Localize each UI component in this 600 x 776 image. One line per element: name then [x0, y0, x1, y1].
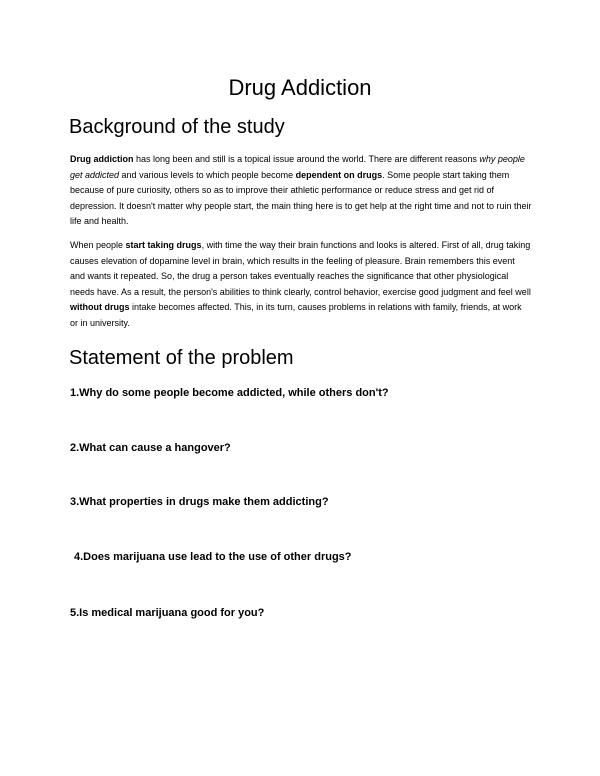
- background-paragraph-1: [70, 152, 532, 230]
- phrase-why-people-get-addicted: why people get addicted: [70, 154, 525, 180]
- term-without-drugs: without drugs: [70, 302, 130, 313]
- paragraph-text: has long been and still is a topical issue around the world. There are different reasons: [133, 154, 480, 164]
- background-paragraph-2: [70, 238, 532, 332]
- paragraph-text: and various levels to which people become: [119, 169, 296, 180]
- term-dependent-on-drugs: dependent on drugs: [295, 169, 383, 180]
- problem-question-2: 2.What can cause a hangover?: [70, 442, 231, 454]
- paragraph-text: When people: [70, 240, 126, 250]
- background-section-heading: Background of the study: [69, 116, 285, 138]
- paragraph-text: , with time the way their brain functions and looks is altered. First of all, drug taking causes elevation of dopamine level in brain, which results in the feeling of pleasure. Brain remembers this event and wants it repeated. So, the drug a person takes eventually reaches the significance that other physiological needs have. As a result, the person's abilities to think clearly, control behavior, exercise good judgment and feel well: [70, 240, 531, 297]
- paragraph-text: . Some people start taking them because of pure curiosity, others so as to improve their athletic performance or reduce stress and get rid of depression. It doesn't matter why people start, the main thing here is to get help at the right time and not to ruin their life and health.: [70, 169, 532, 227]
- problem-question-3: 3.What properties in drugs make them addicting?: [70, 496, 329, 508]
- document-title: Drug Addiction: [228, 75, 372, 100]
- problem-question-1: 1.Why do some people become addicted, while others don't?: [70, 387, 389, 399]
- problem-question-4: 4.Does marijuana use lead to the use of other drugs?: [74, 551, 352, 563]
- term-start-taking-drugs: start taking drugs: [125, 240, 202, 250]
- term-drug-addiction: Drug addiction: [70, 154, 134, 164]
- statement-section-heading: Statement of the problem: [69, 347, 294, 369]
- paragraph-text: intake becomes affected. This, in its turn, causes problems in relations with family, friends, at work or in university.: [70, 302, 522, 328]
- problem-question-5: 5.Is medical marijuana good for you?: [70, 607, 265, 619]
